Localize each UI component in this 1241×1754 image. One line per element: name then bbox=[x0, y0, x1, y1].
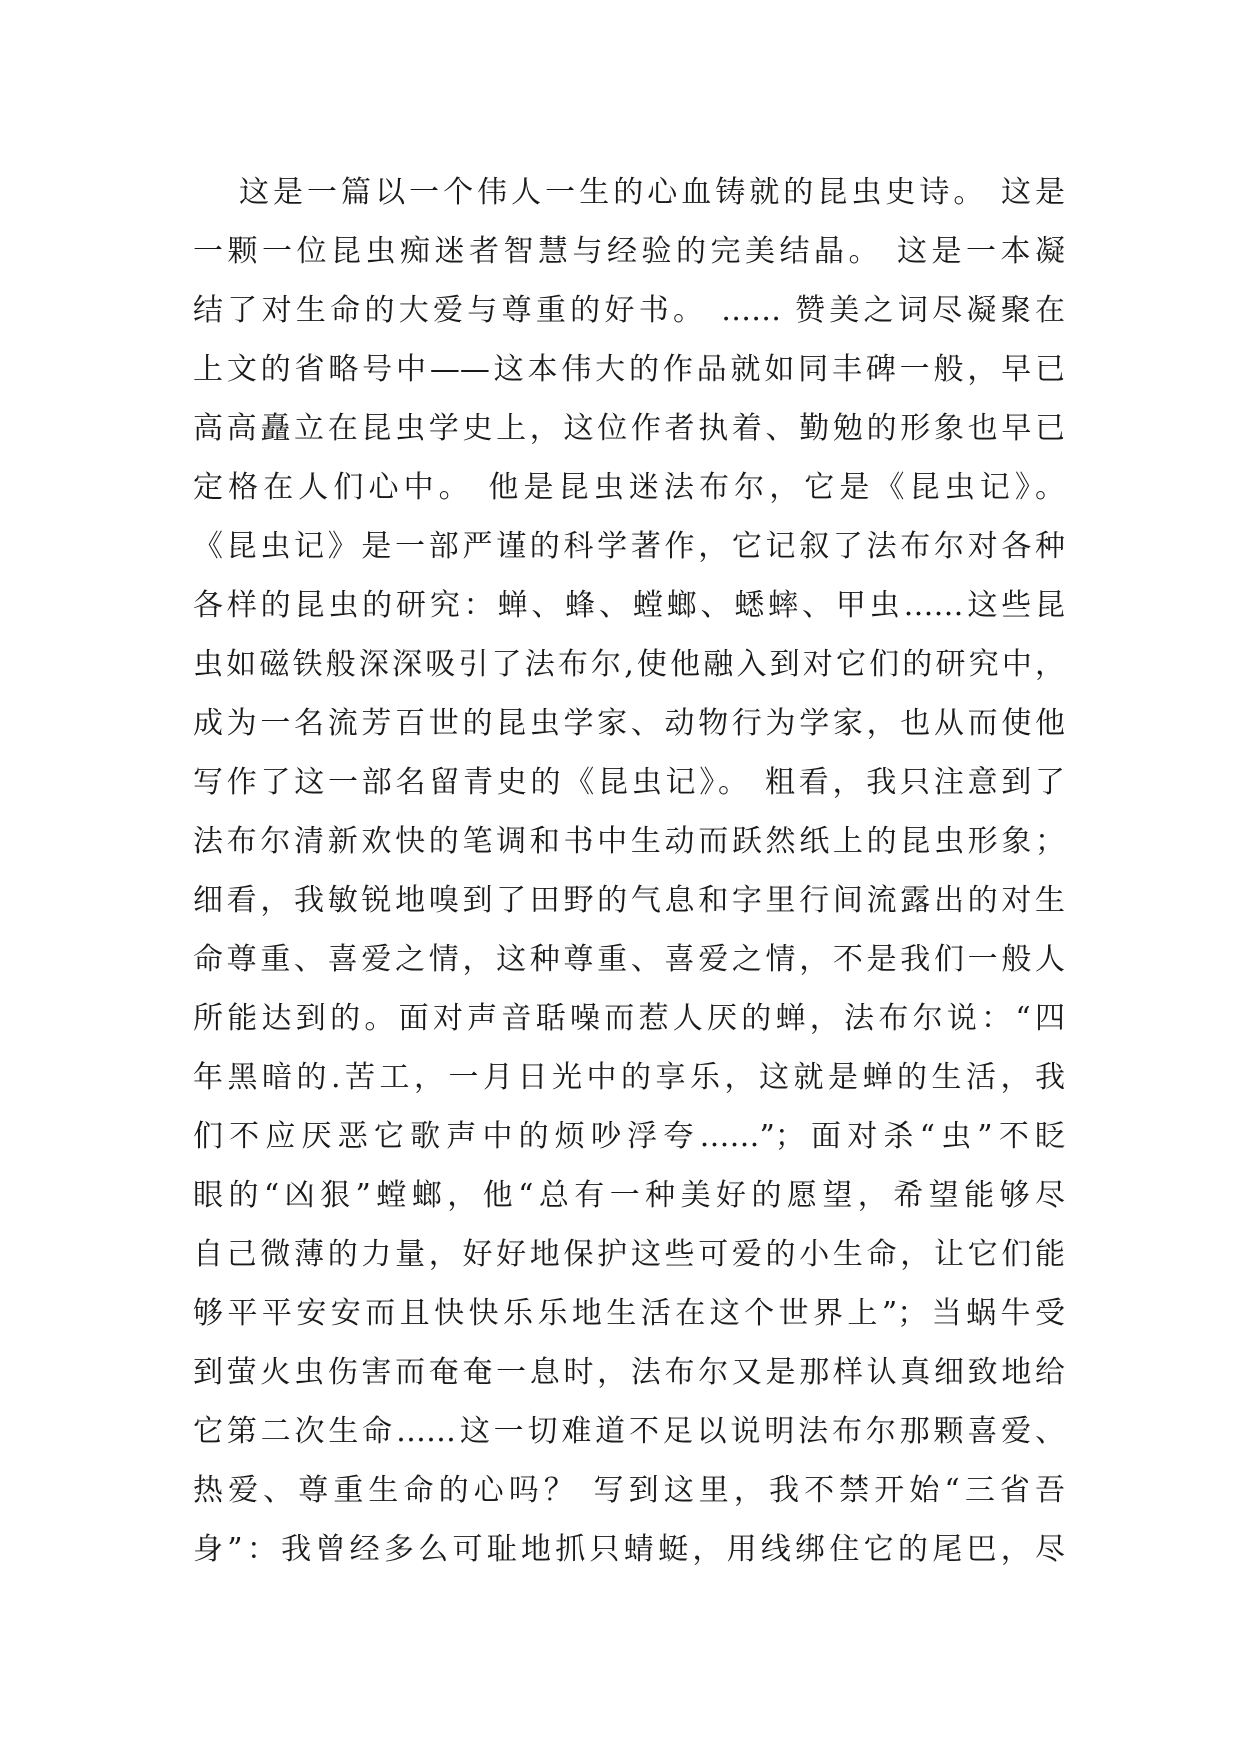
text-line: 法布尔清新欢快的笔调和书中生动而跃然纸上的昆虫形象； bbox=[193, 824, 1065, 859]
text-line: 年黑暗的.苦工，一月日光中的享乐，这就是蝉的生活，我 bbox=[193, 1060, 1065, 1095]
text-line: 们不应厌恶它歌声中的烦吵浮夸……”；面对杀“虫”不眨 bbox=[193, 1119, 1065, 1154]
text-line: 自己微薄的力量，好好地保护这些可爱的小生命，让它们能 bbox=[193, 1237, 1065, 1272]
text-line: 细看，我敏锐地嗅到了田野的气息和字里行间流露出的对生 bbox=[193, 883, 1065, 918]
text-line: 写作了这一部名留青史的《昆虫记》。 粗看，我只注意到了 bbox=[193, 765, 1065, 800]
text-line: 高高矗立在昆虫学史上，这位作者执着、勤勉的形象也早已 bbox=[193, 411, 1065, 446]
text-line: 各样的昆虫的研究：蝉、蜂、螳螂、蟋蟀、甲虫……这些昆 bbox=[193, 588, 1065, 623]
text-line: 上文的省略号中——这本伟大的作品就如同丰碑一般，早已 bbox=[193, 352, 1065, 387]
text-line: 所能达到的。面对声音聒噪而惹人厌的蝉，法布尔说：“四 bbox=[193, 1001, 1065, 1036]
text-line: 虫如磁铁般深深吸引了法布尔,使他融入到对它们的研究中， bbox=[193, 647, 1065, 682]
text-line: 命尊重、喜爱之情，这种尊重、喜爱之情，不是我们一般人 bbox=[193, 942, 1065, 977]
text-line: 身”：我曾经多么可耻地抓只蜻蜓，用线绑住它的尾巴，尽 bbox=[193, 1532, 1065, 1567]
text-line: 《昆虫记》是一部严谨的科学著作，它记叙了法布尔对各种 bbox=[193, 529, 1065, 564]
text-line: 它第二次生命……这一切难道不足以说明法布尔那颗喜爱、 bbox=[193, 1414, 1065, 1449]
text-line: 结了对生命的大爱与尊重的好书。 …… 赞美之词尽凝聚在 bbox=[193, 293, 1065, 328]
text-line: 一颗一位昆虫痴迷者智慧与经验的完美结晶。 这是一本凝 bbox=[193, 234, 1065, 269]
text-line: 这是一篇以一个伟人一生的心血铸就的昆虫史诗。 这是 bbox=[239, 175, 1065, 210]
body-text bbox=[193, 163, 1065, 1579]
text-line: 眼的“凶狠”螳螂，他“总有一种美好的愿望，希望能够尽 bbox=[193, 1178, 1065, 1213]
text-line: 定格在人们心中。 他是昆虫迷法布尔，它是《昆虫记》。 bbox=[193, 470, 1065, 505]
text-line: 够平平安安而且快快乐乐地生活在这个世界上”；当蜗牛受 bbox=[193, 1296, 1065, 1331]
text-line: 热爱、尊重生命的心吗？ 写到这里，我不禁开始“三省吾 bbox=[193, 1473, 1065, 1508]
text-line: 成为一名流芳百世的昆虫学家、动物行为学家，也从而使他 bbox=[193, 706, 1065, 741]
text-line: 到萤火虫伤害而奄奄一息时，法布尔又是那样认真细致地给 bbox=[193, 1355, 1065, 1390]
